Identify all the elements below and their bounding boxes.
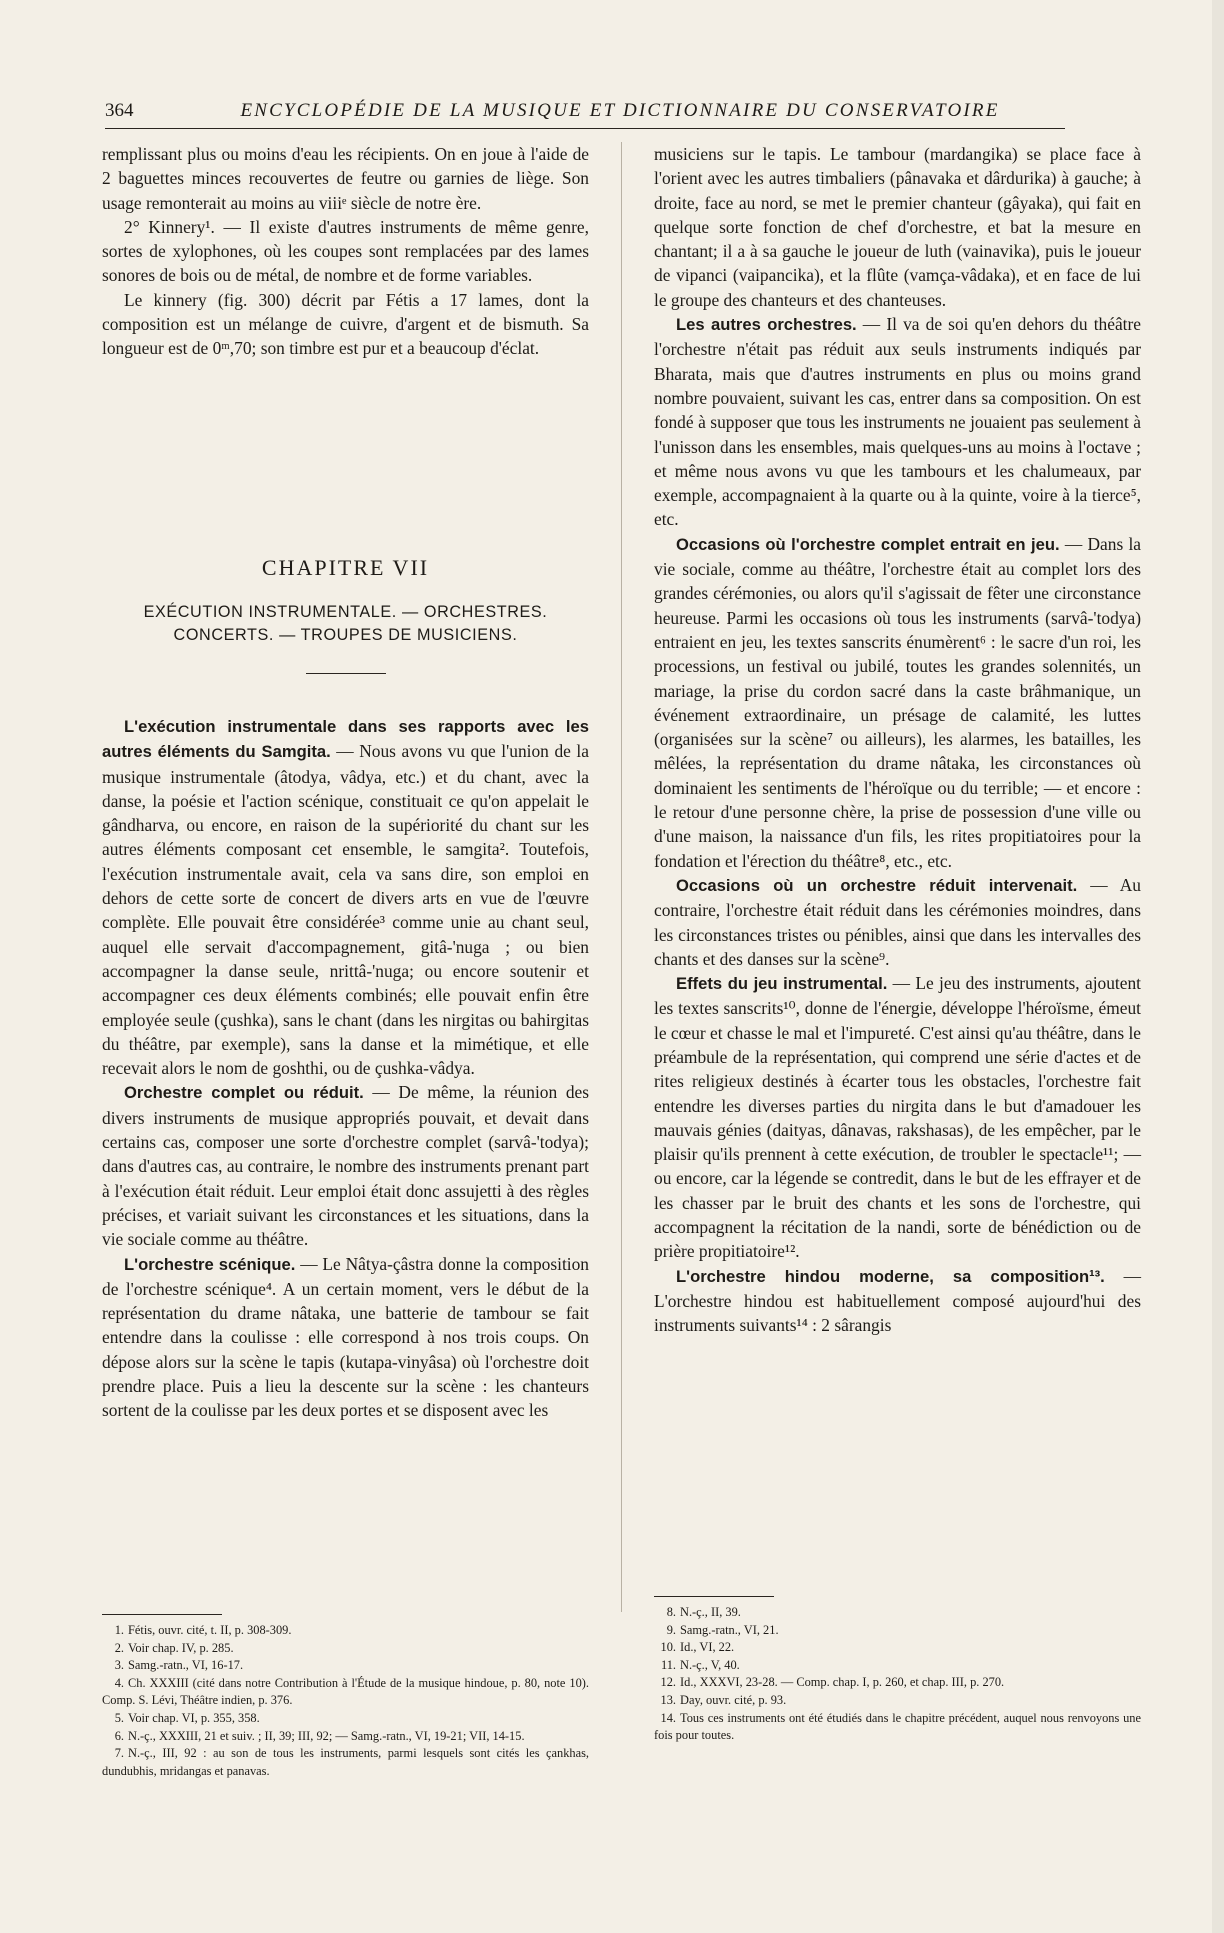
left-column-top [102,142,589,361]
section-heading: Occasions où l'orchestre complet entrait en jeu. [676,534,1060,554]
section-paragraph [654,312,1141,532]
footnote: 7. N.-ç., III, 92 : au son de tous les instruments, parmi lesquels sont cités les çankhas, dundubhis, mridangas et panavas. [102,1746,589,1778]
scan-edge [1212,0,1224,1933]
section-heading: Effets du jeu instrumental. [676,974,888,994]
section-text: — Dans la vie sociale, comme au théâtre, l'orchestre était au complet lors des grandes cérémonies, ou alors qu'il s'agissait de fêter une circonstance heureuse. Parmi les occasions où tous les instruments (sarvâ-'todya) entraient en jeu, les textes sanscrits énumèrent⁶ : le sacre d'un roi, les processions, un festival ou jubilé, toutes les grandes solennités, un mariage, la prise du cordon sacré dans la caste brâhmanique, un événement extraordinaire, un présage de calamité, les luttes (organisées sur la scène⁷ ou ailleurs), les alarmes, les batailles, les mêlées, la représentation du drame nâtaka, les circonstances où dominaient les sentiments de l'héroïque ou du terrible; — et encore : le retour d'une personne chère, la prise de possession d'une ville ou d'une maison, la naissance d'un fils, les rites propitiatoires pour la fondation et l'érection du théâtre⁸, etc., etc. [654,533,1141,871]
chapter-subtitle [102,601,589,647]
footnote: 11. N.-ç., V, 40. [660,1657,740,1672]
running-title: ENCYCLOPÉDIE DE LA MUSIQUE ET DICTIONNAIRE DU CONSERVATOIRE [240,100,1000,121]
section-text: — Nous avons vu que l'union de la musique instrumentale (âtodya, vâdya, etc.) et du chant, avec la danse, la poésie et l'action scénique, constituait ce qu'on appelait le gândharva, ou encore, en raison de la supériorité du chant sur les autres éléments composant cet ensemble, le samgita². Toutefois, l'exécution instrumentale avait, cela va sans dire, son emploi en dehors de cette sorte de concert de divers arts en vue de l'œuvre complète. Elle pouvait être considérée³ comme unie au chant seul, auquel elle servait d'accompagnement, gitâ-'nuga ; ou bien accompagner la danse seule, nrittâ-'nuga; ou encore soutenir et accompagner ces deux éléments combinés; elle pouvait enfin être employée seule (çushka), sans le chant (dans les nirgitas ou bahirgitas du théâtre, par exemple), sans la danse et la mimétique, et elle recevait alors le nom de goshthi, ou de çushka-vâdya. [102,741,589,1079]
section-text: — De même, la réunion des divers instruments de musique appropriés pouvait, et devait dans certains cas, composer une sorte d'orchestre complet (sarvâ-'todya); dans d'autres cas, au contraire, le nombre des instruments prenant part à l'exécution était réduit. Leur emploi était donc assujetti à des règles précises, et variait suivant les circonstances et les situations, dans la vie sociale comme au théâtre. [102,1082,590,1250]
section-text: — L'orchestre hindou est habituellement composé aujourd'hui des instruments suivants¹⁴ : 2 sârangis [654,1265,1141,1336]
left-footnotes [102,1622,589,1780]
section-text: — Au contraire, l'orchestre était réduit dans les cérémonies moindres, dans les circonstances tristes ou pénibles, ainsi que dans les intervalles des chants et des danses sur la scène⁹. [654,874,1141,969]
footnote-rule [102,1614,222,1615]
section-text: — Il va de soi qu'en dehors du théâtre l'orchestre n'était pas réduit aux seuls instruments indiqués par Bharata, mais que d'autres instruments en plus ou moins grand nombre pouvaient, suivant les cas, entrer dans sa composition. On est fondé à supposer que tous les instruments ne jouaient pas seulement à l'unisson dans les ensembles, mais quelques-uns au moins à l'octave ; et même nous avons vu que les tambours et les chalumeaux, par exemple, accompagnaient à la quarte ou à la quinte, voire à la tierce⁵, etc. [654,314,1142,530]
section-paragraph [654,873,1141,971]
footnote: 3. Samg.-ratn., VI, 16-17. [114,1658,244,1673]
section-text: — Le jeu des instruments, ajoutent les textes sanscrits¹⁰, donne de l'énergie, développe l'héroïsme, émeut le cœur et chasse le mal et l'impureté. C'est ainsi qu'au théâtre, dans le préambule de la représentation, qui comprend une série d'actes et de rites religieux destinés à écarter tous les obstacles, l'orchestre fait entendre les diverses parties du nirgita dans le but d'amadouer les mauvais génies (daityas, dânavas, rakshasas), de les empêcher, par le plaisir qu'ils prennent à cette exécution, de troubler le spectacle¹¹; — ou encore, car la légende se contredit, dans le but de les effrayer et de les chasser par le bruit des chants et les sons de l'orchestre, qui accompagnent la récitation de la nandi, sorte de bénédiction ou de prière propitiatoire¹². [654,973,1141,1262]
paragraph: remplissant plus ou moins d'eau les récipients. On en joue à l'aide de 2 baguettes minces recouvertes de feutre ou garnies de liège. Son usage remonterait au moins au viiiᵉ siècle de notre ère. [102,144,589,213]
section-heading: L'orchestre scénique. [124,1254,296,1274]
chapter-heading [102,555,589,674]
section-heading: Orchestre complet ou réduit. [124,1083,364,1103]
right-column [654,142,1141,1338]
section-paragraph [654,1264,1141,1338]
section-heading: L'exécution instrumentale dans ses rapports avec les autres éléments du Samgita. [102,717,589,762]
section-paragraph [102,1252,589,1423]
section-paragraph [102,714,589,1080]
footnote: 12. Id., XXXVI, 23-28. — Comp. chap. I, p. 260, et chap. III, p. 270. [660,1675,1005,1690]
paragraph: musiciens sur le tapis. Le tambour (mardangika) se place face à l'orient avec les autres timbaliers (pânavaka et dârdurika) à gauche; à droite, face au nord, se met le premier chanteur (gâyaka), qui fait en quelque sorte fonction de chef d'orchestre, et bat la mesure en chantant; il a à sa gauche le joueur de luth (vainavika), puis le joueur de vipanci (vaipancika), et la flûte (vamça-vâdaka), et en face de lui le groupe des chanteurs et des chanteuses. [654,144,1141,310]
column-divider [621,142,622,1612]
section-heading: Les autres orchestres. [676,315,857,335]
footnote: 6. N.-ç., XXXIII, 21 et suiv. ; II, 39; III, 92; — Samg.-ratn., VI, 19-21; VII, 14-15. [114,1728,525,1743]
paragraph: Le kinnery (fig. 300) décrit par Fétis a 17 lames, dont la composition est un mélange de cuivre, d'argent et de bismuth. Sa longueur est de 0ᵐ,70; son timbre est pur et a beaucoup d'éclat. [102,289,589,359]
footnote: 14. Tous ces instruments ont été étudiés dans le chapitre précédent, auquel nous renvoyons une fois pour toutes. [654,1710,1141,1743]
footnote: 9. Samg.-ratn., VI, 21. [666,1622,779,1637]
footnote: 2. Voir chap. IV, p. 285. [114,1640,234,1655]
footnote: 13. Day, ouvr. cité, p. 93. [660,1692,787,1707]
section-paragraph [654,971,1141,1264]
right-footnotes [654,1604,1141,1745]
left-column-body [102,714,589,1423]
page-header [105,100,1065,129]
page-number: 364 [105,100,134,121]
chapter-rule [306,673,386,674]
section-paragraph [102,1080,589,1251]
footnote: 5. Voir chap. VI, p. 355, 358. [114,1710,260,1725]
footnote: 8. N.-ç., II, 39. [666,1605,741,1619]
chapter-title: CHAPITRE VII [261,555,430,580]
paragraph: 2° Kinnery¹. — Il existe d'autres instruments de même genre, sortes de xylophones, où les coupes sont remplacées par des lames sonores de bois ou de métal, de nombre et de forme variables. [102,216,589,286]
section-heading: L'orchestre hindou moderne, sa composition¹³. [676,1266,1105,1286]
footnote: 10. Id., VI, 22. [660,1640,735,1655]
section-heading: Occasions où un orchestre réduit intervenait. [676,875,1078,895]
footnote-rule [654,1596,774,1597]
section-paragraph [654,532,1141,873]
chapter-subtitle-line: EXÉCUTION INSTRUMENTALE. — ORCHESTRES. [143,603,548,621]
footnote: 1. Fétis, ouvr. cité, t. II, p. 308-309. [114,1623,292,1637]
section-text: — Le Nâtya-çâstra donne la composition de l'orchestre scénique⁴. A un certain moment, vers le début de la représentation du drame nâtaka, une batterie de tambour se fait entendre dans la coulisse : elle correspond à nos trois coups. On dépose alors sur la scène le tapis (kutapa-vinyâsa) où l'orchestre doit prendre place. Puis a lieu la descente sur la scène : les chanteurs sortent de la coulisse par les deux portes et se disposent avec les [102,1253,589,1421]
footnote: 4. Ch. XXXIII (cité dans notre Contribution à l'Étude de la musique hindoue, p. 80, note 10). Comp. S. Lévi, Théâtre indien, p. 376. [102,1675,589,1708]
chapter-subtitle-line: CONCERTS. — TROUPES DE MUSICIENS. [173,626,518,644]
